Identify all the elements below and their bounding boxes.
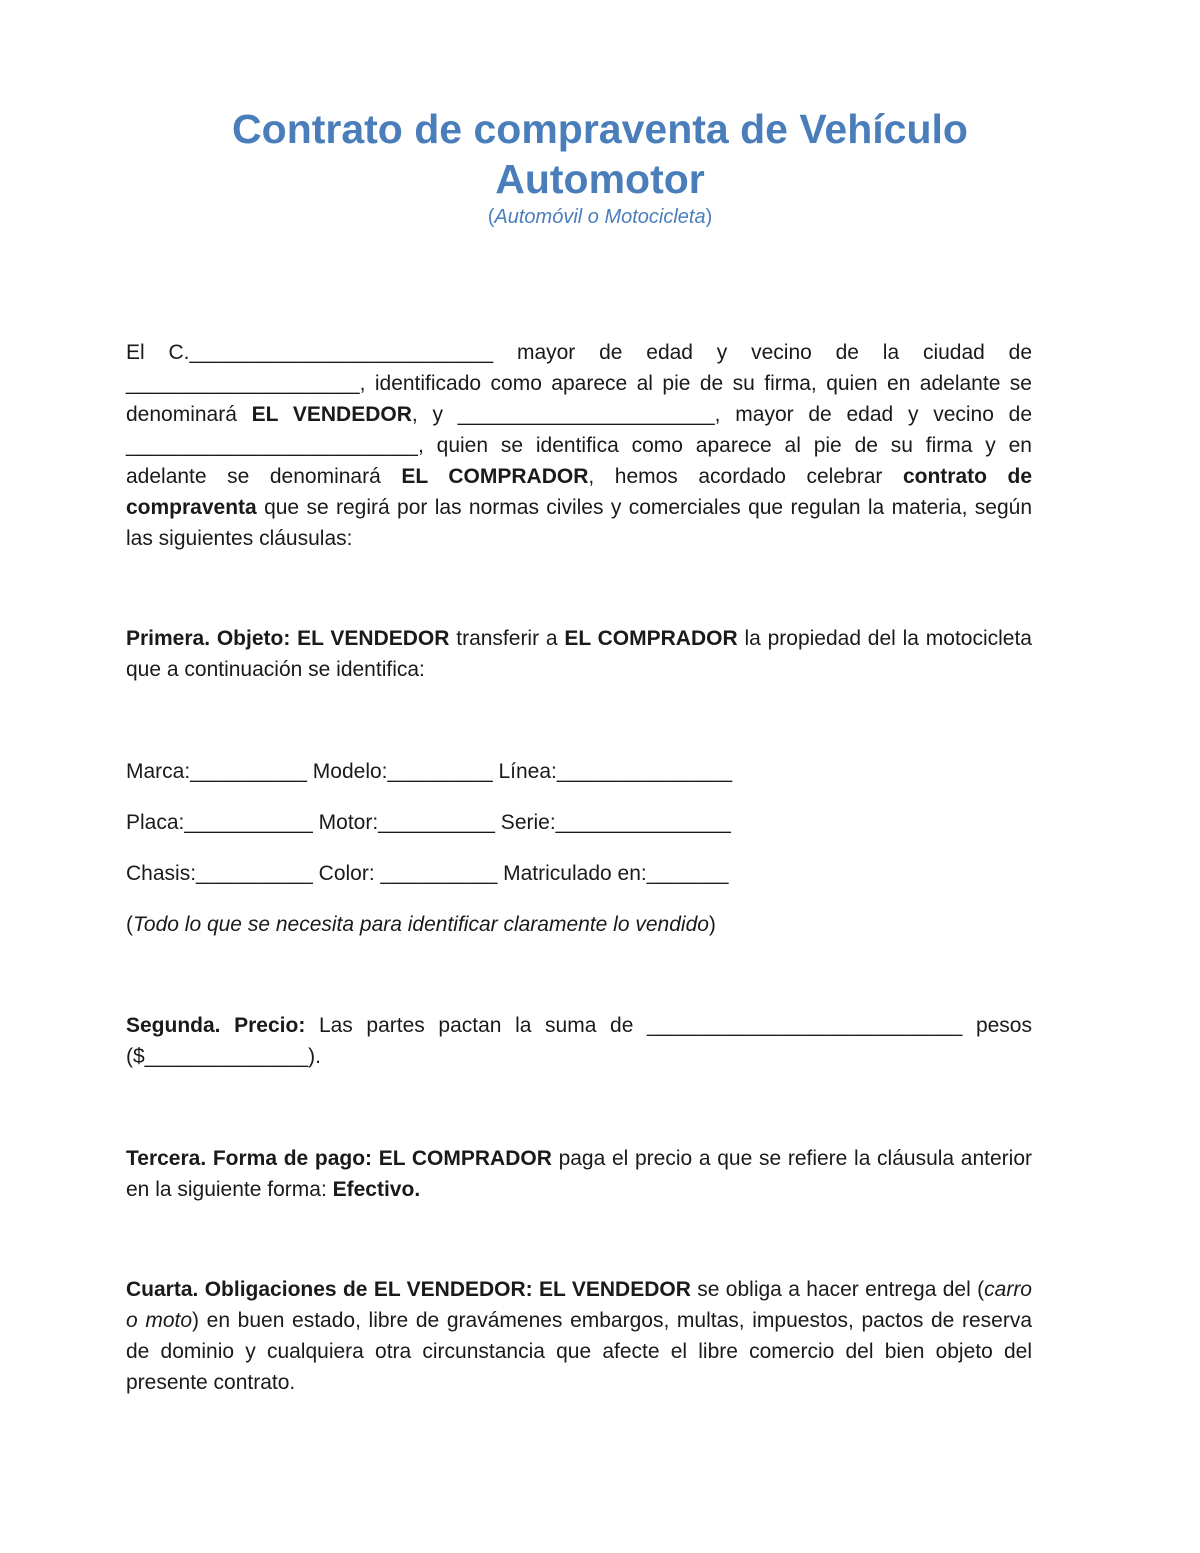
subtitle-open-paren: (: [487, 206, 495, 228]
vehicle-fields-row-3: Chasis:__________ Color: __________ Matriculado en:_______: [126, 862, 729, 885]
tercera-heading: Tercera. Forma de pago:: [126, 1147, 373, 1170]
primera-text-2: la propiedad del la motocicleta que a continuación se identifica:: [126, 627, 1032, 681]
vehicle-fields-row-1: Marca:__________ Modelo:_________ Línea:_______________: [126, 760, 733, 783]
tercera-comprador: EL COMPRADOR: [378, 1147, 552, 1170]
intro-text-3: , hemos acordado celebrar: [588, 465, 903, 488]
tercera-text: paga el precio a que se refiere la cláusula anterior en la siguiente forma:: [126, 1147, 1032, 1201]
primera-comprador: EL COMPRADOR: [564, 627, 738, 650]
cuarta-heading: Cuarta. Obligaciones de EL VENDEDOR:: [126, 1278, 533, 1301]
segunda-text: Las partes pactan la suma de ___________________________ pesos ($______________).: [126, 1014, 1032, 1068]
segunda-heading: Segunda. Precio:: [126, 1014, 306, 1037]
intro-comprador: EL COMPRADOR: [401, 465, 589, 488]
clause-cuarta: [126, 1274, 1032, 1398]
cuarta-carro-o-moto: carro o moto: [126, 1278, 1032, 1332]
document-title-line-1: Contrato de compraventa de Vehículo: [232, 106, 968, 152]
document-title-line-2: Automotor: [495, 156, 705, 202]
primera-text-1: transferir a: [449, 627, 565, 650]
subtitle-close-paren: ): [705, 206, 713, 228]
subtitle-text: Automóvil o Motocicleta: [494, 206, 706, 228]
intro-vendedor: EL VENDEDOR: [251, 403, 412, 426]
intro-contrato: contrato de compraventa: [126, 465, 1033, 519]
vehicle-fields-note: [126, 909, 716, 940]
clause-segunda: [126, 1010, 1032, 1072]
vehicle-fields-row-2: Placa:___________ Motor:__________ Serie:_______________: [126, 811, 731, 834]
intro-text-1: El C.__________________________ mayor de edad y vecino de la ciudad de ____________________, identificado como aparece al pie de su firma, quien en adelante se denominará: [126, 341, 1032, 426]
cuarta-text-2: ) en buen estado, libre de gravámenes embargos, multas, impuestos, pactos de reserva de dominio y cualquiera otra circunstancia que afecte el libre comercio del bien objeto del presente contrato.: [126, 1309, 1032, 1394]
document-subtitle: [0, 205, 1200, 229]
intro-text-4: que se regirá por las normas civiles y comerciales que regulan la materia, según las siguientes cláusulas:: [126, 496, 1032, 550]
note-text: Todo lo que se necesita para identificar claramente lo vendido: [133, 913, 709, 936]
cuarta-vendedor: EL VENDEDOR: [539, 1278, 691, 1301]
note-open-paren: (: [126, 913, 133, 936]
intro-text-2: , y ______________________, mayor de edad y vecino de _________________________, quien se identifica como aparece al pie de su firma y en adelante se denominará: [126, 403, 1032, 488]
clause-tercera: [126, 1143, 1032, 1205]
primera-heading: Primera. Objeto:: [126, 627, 291, 650]
intro-paragraph: [126, 337, 1032, 554]
note-close-paren: ): [708, 913, 716, 936]
cuarta-text-1: se obliga a hacer entrega del (: [690, 1278, 985, 1301]
clause-primera: [126, 623, 1032, 685]
tercera-efectivo: Efectivo.: [332, 1178, 421, 1201]
primera-vendedor: EL VENDEDOR: [297, 627, 450, 650]
